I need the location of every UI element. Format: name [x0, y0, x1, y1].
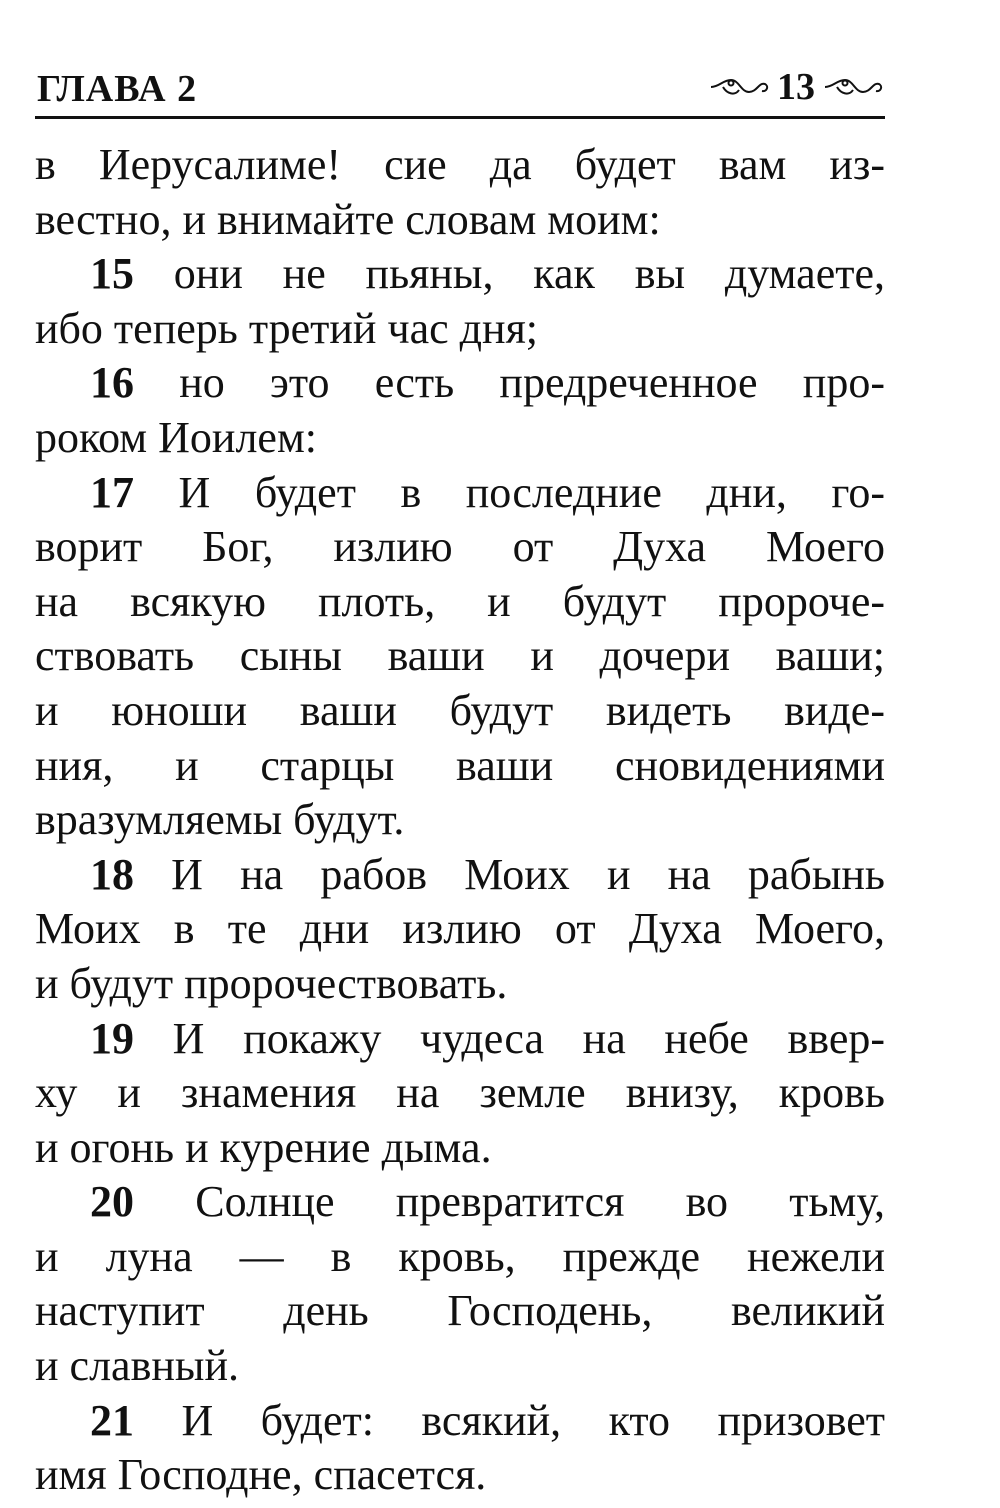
text-line: вестно, и внимайте словам моим: — [35, 194, 661, 244]
scroll-ornament-icon — [823, 74, 883, 100]
verse-text: но это есть предреченное про- — [134, 358, 885, 408]
text-line: в Иерусалиме! сие да будет вам из- — [35, 140, 885, 189]
text-line: ворит Бог, излию от Духа Моего — [35, 522, 885, 572]
text-line: Моих в те дни излию от Духа Моего, — [35, 904, 885, 954]
text-line: вразумляемы будут. — [35, 795, 405, 845]
verse-18-line — [35, 848, 885, 903]
verse-number: 16 — [90, 358, 134, 408]
text-line: ствовать сыны ваши и дочери ваши; — [35, 631, 885, 681]
verse-number: 21 — [90, 1395, 134, 1445]
verse-17-line — [35, 466, 885, 521]
verse-number: 17 — [90, 467, 134, 517]
text-line: наступит день Господень, великий — [35, 1286, 885, 1336]
text-line: имя Господне, спасется. — [35, 1450, 487, 1500]
text-line: ху и знамения на земле внизу, кровь — [35, 1068, 885, 1118]
scripture-text — [35, 138, 885, 1503]
text-line: и будут пророчествовать. — [35, 958, 508, 1008]
verse-number: 20 — [90, 1177, 134, 1227]
text-line: и огонь и курение дыма. — [35, 1122, 492, 1172]
page-folio — [709, 68, 883, 106]
text-line: и юноши ваши будут видеть виде- — [35, 685, 885, 735]
text-line: на всякую плоть, и будут пророче- — [35, 576, 885, 626]
text-line: и луна — в кровь, прежде нежели — [35, 1231, 885, 1281]
chapter-title: ГЛАВА 2 — [37, 68, 198, 110]
verse-text: И будет в последние дни, го- — [134, 467, 885, 517]
running-header — [35, 60, 885, 116]
verse-text: И на рабов Моих и на рабынь — [134, 849, 885, 899]
text-line: роком Иоилем: — [35, 412, 318, 462]
scroll-ornament-icon — [709, 74, 769, 100]
text-line: ибо теперь третий час дня; — [35, 303, 539, 353]
book-page — [35, 60, 885, 1500]
header-rule — [35, 116, 885, 119]
verse-text: они не пьяны, как вы думаете, — [134, 249, 885, 299]
verse-21-line — [35, 1394, 885, 1449]
verse-number: 19 — [90, 1013, 134, 1063]
verse-text: И покажу чудеса на небе ввер- — [134, 1013, 885, 1063]
verse-20-line — [35, 1175, 885, 1230]
verse-15-line — [35, 247, 885, 302]
verse-text: Солнце превратится во тьму, — [134, 1177, 885, 1227]
verse-19-line — [35, 1012, 885, 1067]
verse-16-line — [35, 356, 885, 411]
page-number: 13 — [777, 66, 815, 108]
text-line: ния, и старцы ваши сновидениями — [35, 740, 885, 790]
verse-text: И будет: всякий, кто призовет — [134, 1395, 885, 1445]
verse-number: 15 — [90, 249, 134, 299]
verse-number: 18 — [90, 849, 134, 899]
text-line: и славный. — [35, 1341, 239, 1391]
